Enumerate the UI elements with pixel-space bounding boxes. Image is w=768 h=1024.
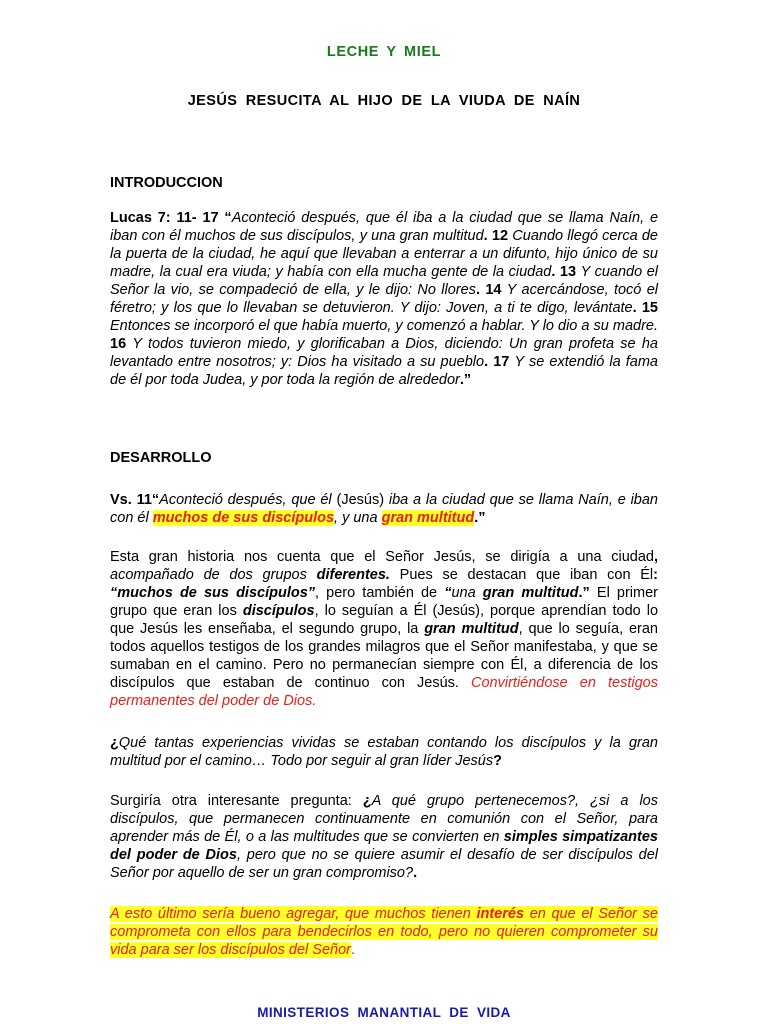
- document-footer: MINISTERIOS MANANTIAL DE VIDA: [257, 1005, 511, 1020]
- body-paragraph-2: ¿Qué tantas experiencias vividas se estaban contando los discípulos y la gran multitud por el camino… Todo por seguir al gran líder Jesús?: [110, 735, 658, 769]
- document-header: LECHE Y MIEL: [326, 44, 442, 60]
- body-paragraph-1: Esta gran historia nos cuenta que el Señor Jesús, se dirigía a una ciudad, acompañado de dos grupos diferentes. Pues se destacan que iban con Él: “muchos de sus discípulos”, pero también de “una gran multitud.” El primer grupo que eran los discípulos, lo seguían a Él (Jesús), porque aprendían todo lo que Jesús les enseñaba, el segundo grupo, la gran multitud, que lo seguía, eran todos aquellos testigos de los grandes milagros que el Señor manifestaba, y que se sumaban en el camino. Pero no permanecían siempre con Él, a diferencia de los discípulos que estaban de continuo con Jesús. Convirtiéndose en testigos permanentes del poder de Dios.: [110, 549, 659, 709]
- highlight-gran-multitud: gran multitud: [381, 510, 475, 526]
- highlight-muchos-discipulos: muchos de sus discípulos: [152, 510, 335, 526]
- highlighted-paragraph: A esto último sería bueno agregar, que muchos tienen interés en que el Señor se comprometa con ellos para bendecirlos en todo, pero no quieren comprometer su vida para ser los discípulos del Señor.: [110, 906, 658, 958]
- scripture-reference: Lucas 7: 11- 17: [110, 210, 219, 226]
- red-emphasis-text: Convirtiéndose en testigos permanentes del poder de Dios.: [110, 675, 658, 709]
- verse-reference: Vs. 11“: [110, 492, 160, 508]
- intro-scripture-paragraph: Lucas 7: 11- 17 “Aconteció después, que él iba a la ciudad que se llama Naín, e iban con él muchos de sus discípulos, y una gran multitud. 12 Cuando llegó cerca de la puerta de la ciudad, he aquí que llevaban a enterrar a un difunto, hijo único de su madre, la cual era viuda; y había con ella mucha gente de la ciudad. 13 Y cuando el Señor la vio, se compadeció de ella, y le dijo: No llores. 14 Y acercándose, tocó el féretro; y los que lo llevaban se detuvieron. Y dijo: Joven, a ti te digo, levántate. 15 Entonces se incorporó el que había muerto, y comenzó a hablar. Y lo dio a su madre. 16 Y todos tuvieron miedo, y glorificaban a Dios, diciendo: Un gran profeta se ha levantado entre nosotros; y: Dios ha visitado a su pueblo. 17 Y se extendió la fama de él por toda Judea, y por toda la región de alrededor.”: [110, 210, 659, 388]
- section-heading-introduccion: INTRODUCCION: [110, 175, 223, 191]
- highlighted-conclusion: A esto último sería bueno agregar, que muchos tienen interés en que el Señor se comprometa con ellos para bendecirlos en todo, pero no quieren comprometer su vida para ser los discípulos del Señor: [110, 906, 658, 958]
- verse-11-paragraph: Vs. 11“Aconteció después, que él (Jesús) iba a la ciudad que se llama Naín, e iban con él muchos de sus discípulos, y una gran multitud.”: [110, 492, 658, 526]
- body-paragraph-3: Surgiría otra interesante pregunta: ¿A qué grupo pertenecemos?, ¿si a los discípulos, que permanecen continuamente en comunión con el Señor, para aprender más de Él, o a las multitudes que se convierten en simples simpatizantes del poder de Dios, pero que no se quiere asumir el desafío de ser discípulos del Señor por aquello de ser un gran compromiso?.: [110, 793, 658, 881]
- section-heading-desarrollo: DESARROLLO: [110, 450, 212, 466]
- document-title: JESÚS RESUCITA AL HIJO DE LA VIUDA DE NAÍN: [187, 93, 581, 109]
